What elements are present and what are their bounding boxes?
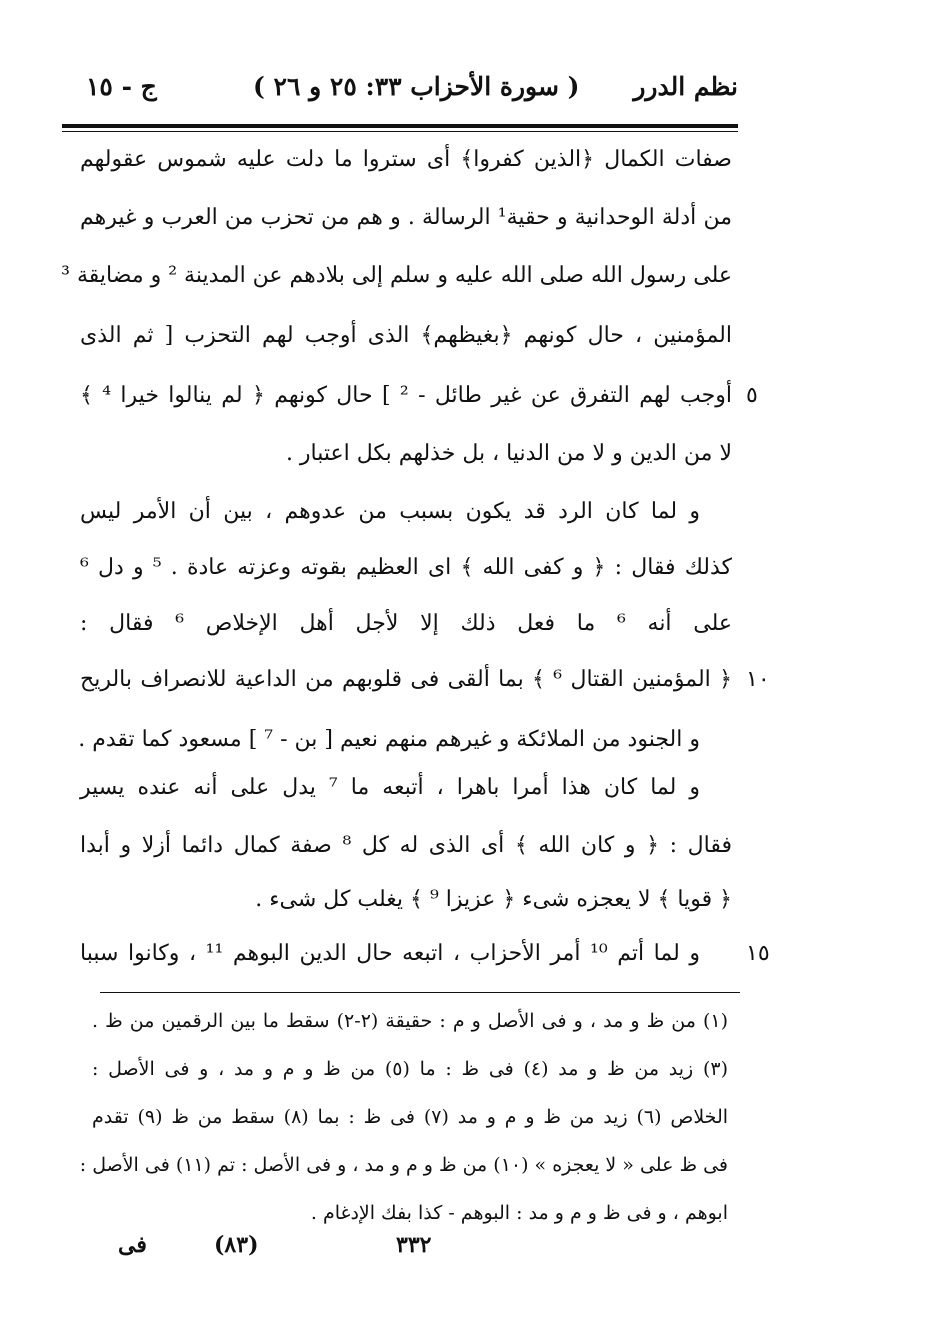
book-title: نظم الدرر — [633, 72, 738, 101]
line-number-10: ١٠ — [746, 667, 770, 692]
page-number: ٣٣٢ — [396, 1232, 432, 1258]
body-line-12: و لما كان هذا أمرا باهرا ، أتبعه ما ⁷ يدل على أنه عنده يسير — [80, 775, 700, 800]
running-header — [78, 72, 738, 118]
body-line-3: على رسول الله صلى الله عليه و سلم إلى بلادهم عن المدينة ² و مضايقة ³ — [61, 263, 732, 288]
surah-reference: ( سورة الأحزاب ٣٣: ٢٥ و ٢٦ ) — [253, 72, 580, 101]
header-rule-thin — [62, 131, 738, 132]
sheet-number: (٨٣) — [214, 1232, 259, 1258]
line-number-5: ٥ — [746, 383, 758, 408]
body-line-11: و الجنود من الملائكة و غيرهم منهم نعيم [ بن - ⁷ ] مسعود كما تقدم . — [78, 727, 700, 752]
volume-number: ج - ١٥ — [86, 72, 157, 101]
body-line-15: و لما أتم ¹⁰ أمر الأحزاب ، اتبعه حال الدين البوهم ¹¹ ، وكانوا سببا — [80, 941, 700, 966]
body-line-5: أوجب لهم التفرق عن غير طائل - ² ] حال كونهم ﴿ لم ينالوا خيرا ⁴ ﴾ — [80, 383, 732, 408]
body-line-1: صفات الكمال ﴿الذين كفروا﴾ أى ستروا ما دلت عليه شموس عقولهم — [80, 147, 732, 172]
catchword: فى — [118, 1232, 147, 1258]
header-rule-thick — [62, 124, 738, 128]
body-line-2: من أدلة الوحدانية و حقية¹ الرسالة . و هم من تحزب من العرب و غيرهم — [80, 205, 732, 230]
body-line-9: على أنه ⁶ ما فعل ذلك إلا لأجل أهل الإخلاص ⁶ فقال : — [80, 611, 733, 636]
footnote-line-2: (٣) زيد من ظ و مد (٤) فى ظ : ما (٥) من ظ و م و مد ، و فى الأصل : — [92, 1058, 728, 1080]
footnote-separator — [100, 992, 740, 993]
body-line-8: كذلك فقال : ﴿ و كفى الله ﴾ اى العظيم بقوته وعزته عادة . ⁵ و دل ⁶ — [80, 555, 732, 580]
body-line-7: و لما كان الرد قد يكون بسبب من عدوهم ، بين أن الأمر ليس — [80, 499, 700, 524]
body-line-14: ﴿ قويا ﴾ لا يعجزه شىء ﴿ عزيزا ⁹ ﴾ يغلب كل شىء . — [255, 887, 732, 912]
footnote-line-3: الخلاص (٦) زيد من ظ و م و مد (٧) فى ظ : بما (٨) سقط من ظ (٩) تقدم — [92, 1106, 729, 1128]
body-line-6: لا من الدين و لا من الدنيا ، بل خذلهم بكل اعتبار . — [285, 441, 732, 466]
footnote-line-1: (١) من ظ و مد ، و فى الأصل و م : حقيقة (٢-٢) سقط ما بين الرقمين من ظ . — [92, 1010, 729, 1032]
body-line-4: المؤمنين ، حال كونهم ﴿بغيظهم﴾ الذى أوجب لهم التحزب [ ثم الذى — [80, 323, 732, 348]
line-number-15: ١٥ — [746, 941, 770, 966]
body-line-10: ﴿ المؤمنين القتال ⁶ ﴾ بما ألقى فى قلوبهم من الداعية للانصراف بالريح — [80, 667, 732, 692]
body-line-13: فقال : ﴿ و كان الله ﴾ أى الذى له كل ⁸ صفة كمال دائما أزلا و أبدا — [80, 833, 732, 858]
footnote-line-5: ابوهم ، و فى ظ و م و مد : البوهم - كذا بفك الإدغام . — [310, 1202, 728, 1224]
footnote-line-4: فى ظ على « لا يعجزه » (١٠) من ظ و م و مد ، و فى الأصل : تم (١١) فى الأصل : — [79, 1154, 728, 1176]
